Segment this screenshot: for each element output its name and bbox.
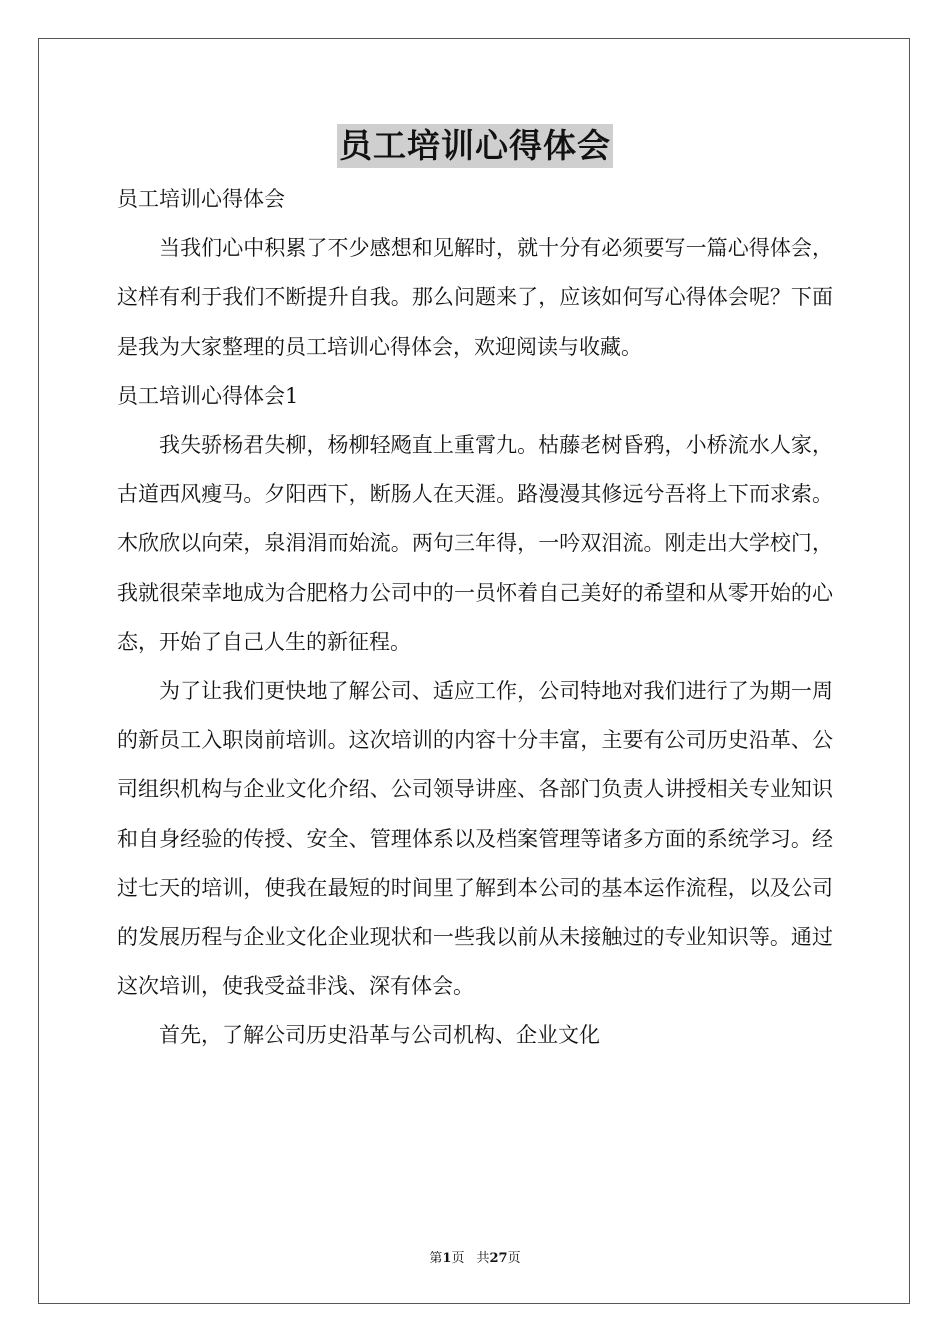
page-prefix: 第 [429,1251,443,1266]
section-heading-1: 员工培训心得体会1 [117,383,299,408]
paragraph-body: 首先，了解公司历史沿革与公司机构、企业文化 [159,1023,600,1048]
total-suffix: 页 [507,1251,521,1266]
paragraph-intro: 当我们心中积累了不少感想和见解时，就十分有必须要写一篇心得体会，这样有利于我们不断提升自我。那么问题来了，应该如何写心得体会呢？下面是我为大家整理的员工培训心得体会，欢迎阅读与收藏。 [117,236,833,359]
total-prefix: 共 [476,1251,490,1266]
paragraph-body: 我失骄杨君失柳，杨柳轻飏直上重霄九。枯藤老树昏鸦，小桥流水人家，古道西风瘦马。夕阳西下，断肠人在天涯。路漫漫其修远兮吾将上下而求索。木欣欣以向荣，泉涓涓而始流。两句三年得，一吟双泪流。刚走出大学校门，我就很荣幸地成为合肥格力公司中的一员怀着自己美好的希望和从零开始的心态，开始了自己人生的新征程。 [117,433,833,654]
paragraph-body: 为了让我们更快地了解公司、适应工作，公司特地对我们进行了为期一周的新员工入职岗前培训。这次培训的内容十分丰富，主要有公司历史沿革、公司组织机构与企业文化介绍、公司领导讲座、各部门负责人讲授相关专业知识和自身经验的传授、安全、管理体系以及档案管理等诸多方面的系统学习。经过七天的培训，使我在最短的时间里了解到本公司的基本运作流程，以及公司的发展历程与企业文化企业现状和一些我以前从未接触过的专业知识等。通过这次培训，使我受益非浅、深有体会。 [117,679,833,999]
page-suffix: 页 [451,1251,465,1266]
document-body [117,175,833,1061]
title-container [0,124,950,168]
paragraph-heading: 员工培训心得体会 [117,187,285,211]
page-footer [0,1247,950,1266]
page-total: 27 [489,1251,508,1266]
page-current: 1 [442,1251,452,1266]
document-title: 员工培训心得体会 [337,124,613,168]
